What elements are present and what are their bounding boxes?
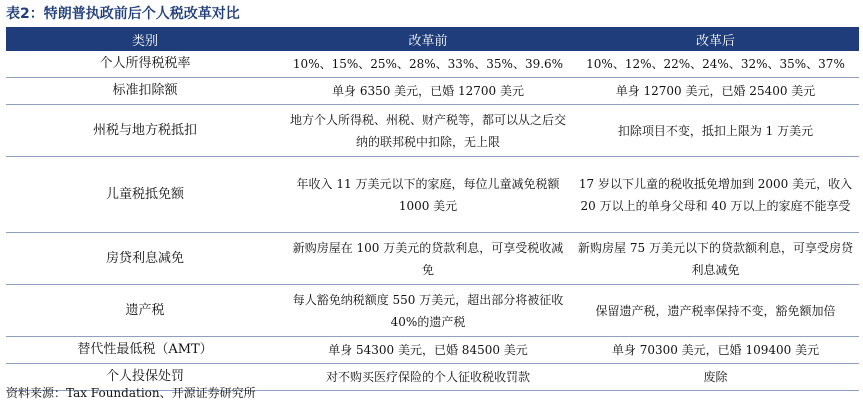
row-after: 扣除项目不变，抵扣上限为 1 万美元 — [572, 105, 859, 157]
table-row — [6, 105, 859, 157]
source-note: 资料来源：Tax Foundation、开源证券研究所 — [6, 386, 256, 400]
row-before: 每人豁免纳税额度 550 万美元，超出部分将被征收 40%的遗产税 — [284, 285, 572, 337]
table-row — [6, 233, 859, 285]
table-row — [6, 337, 859, 364]
row-category: 州税与地方税抵扣 — [6, 105, 284, 157]
table-title: 表2：特朗普执政前后个人税改革对比 — [6, 6, 240, 22]
header-after: 改革后 — [572, 27, 859, 51]
row-before: 新购房屋在 100 万美元的贷款利息，可享受税收减免 — [284, 233, 572, 285]
row-after: 单身 70300 美元，已婚 109400 美元 — [572, 337, 859, 364]
row-before: 年收入 11 万美元以下的家庭，每位儿童减免税额 1000 美元 — [284, 157, 572, 233]
table-row — [6, 51, 859, 78]
row-category: 个人投保处罚 — [6, 364, 284, 391]
row-category: 儿童税抵免额 — [6, 157, 284, 233]
row-before: 地方个人所得税、州税、财产税等，都可以从之后交纳的联邦税中扣除，无上限 — [284, 105, 572, 157]
row-after: 10%、12%、22%、24%、32%、35%、37% — [572, 51, 859, 78]
row-after: 废除 — [572, 364, 859, 391]
row-category: 遗产税 — [6, 285, 284, 337]
row-before: 单身 54300 美元，已婚 84500 美元 — [284, 337, 572, 364]
row-category: 替代性最低税（AMT） — [6, 337, 284, 364]
table-row — [6, 285, 859, 337]
table-row — [6, 78, 859, 105]
header-row — [6, 27, 859, 51]
tax-comparison-table — [6, 27, 859, 391]
row-category: 标准扣除额 — [6, 78, 284, 105]
row-before: 对不购买医疗保险的个人征收税收罚款 — [284, 364, 572, 391]
row-before: 单身 6350 美元，已婚 12700 美元 — [284, 78, 572, 105]
row-after: 保留遗产税，遗产税率保持不变，豁免额加倍 — [572, 285, 859, 337]
row-before: 10%、15%、25%、28%、33%、35%、39.6% — [284, 51, 572, 78]
row-after: 单身 12700 美元，已婚 25400 美元 — [572, 78, 859, 105]
table-row — [6, 157, 859, 233]
row-category: 房贷利息减免 — [6, 233, 284, 285]
header-category: 类别 — [6, 27, 284, 51]
row-after: 新购房屋 75 万美元以下的贷款额利息，可享受房贷利息减免 — [572, 233, 859, 285]
row-after: 17 岁以下儿童的税收抵免增加到 2000 美元，收入 20 万以上的单身父母和 40 万以上的家庭不能享受 — [572, 157, 859, 233]
row-category: 个人所得税税率 — [6, 51, 284, 78]
header-before: 改革前 — [284, 27, 572, 51]
